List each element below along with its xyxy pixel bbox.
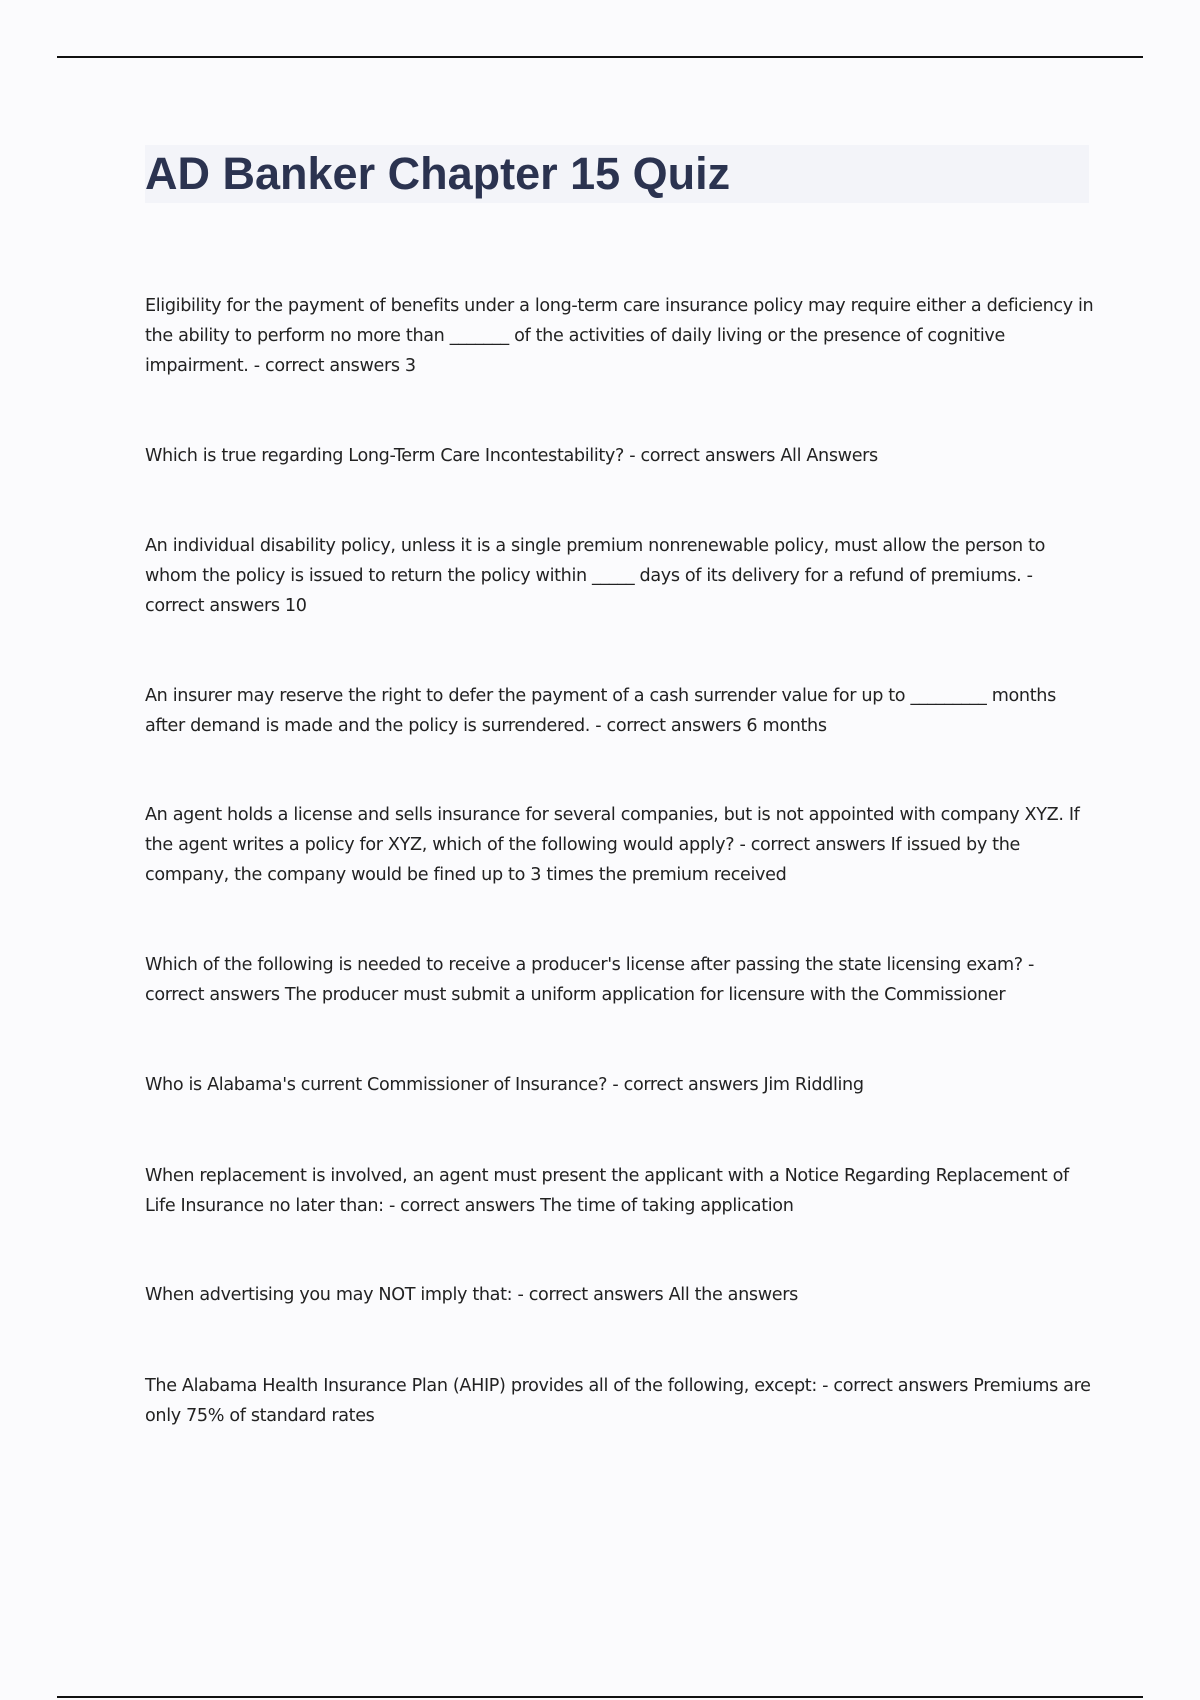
bottom-divider — [57, 1696, 1143, 1698]
document-title: AD Banker Chapter 15 Quiz — [145, 148, 731, 199]
qa-item-10: The Alabama Health Insurance Plan (AHIP) provides all of the following, except: - correct answers Premiums are only 75% of standard rates — [145, 1376, 1091, 1426]
top-divider — [57, 56, 1143, 58]
qa-item-1: Eligibility for the payment of benefits under a long-term care insurance policy may require either a deficiency in the ability to perform no more than _______ of the activities of daily living or the presence of cognitive impairment. - correct answers 3 — [145, 296, 1094, 376]
qa-item-7: Who is Alabama's current Commissioner of Insurance? - correct answers Jim Riddling — [145, 1075, 864, 1095]
qa-item-9: When advertising you may NOT imply that: - correct answers All the answers — [145, 1285, 798, 1305]
qa-item-6: Which of the following is needed to receive a producer's license after passing the state licensing exam? - correct answers The producer must submit a uniform application for licensure with the Commissioner — [145, 955, 1035, 1005]
qa-item-8: When replacement is involved, an agent must present the applicant with a Notice Regarding Replacement of Life Insurance no later than: - correct answers The time of taking application — [145, 1166, 1069, 1216]
qa-item-4: An insurer may reserve the right to defer the payment of a cash surrender value for up to _________ months after demand is made and the policy is surrendered. - correct answers 6 months — [145, 686, 1056, 736]
qa-item-3: An individual disability policy, unless it is a single premium nonrenewable policy, must allow the person to whom the policy is issued to return the policy within _____ days of its delivery for a refund of premiums. - correct answers 10 — [145, 536, 1046, 616]
qa-item-2: Which is true regarding Long-Term Care Incontestability? - correct answers All Answers — [145, 446, 878, 466]
qa-item-5: An agent holds a license and sells insurance for several companies, but is not appointed with company XYZ. If the agent writes a policy for XYZ, which of the following would apply? - correct answers If issued by the company, the company would be fined up to 3 times the premium received — [145, 805, 1080, 885]
